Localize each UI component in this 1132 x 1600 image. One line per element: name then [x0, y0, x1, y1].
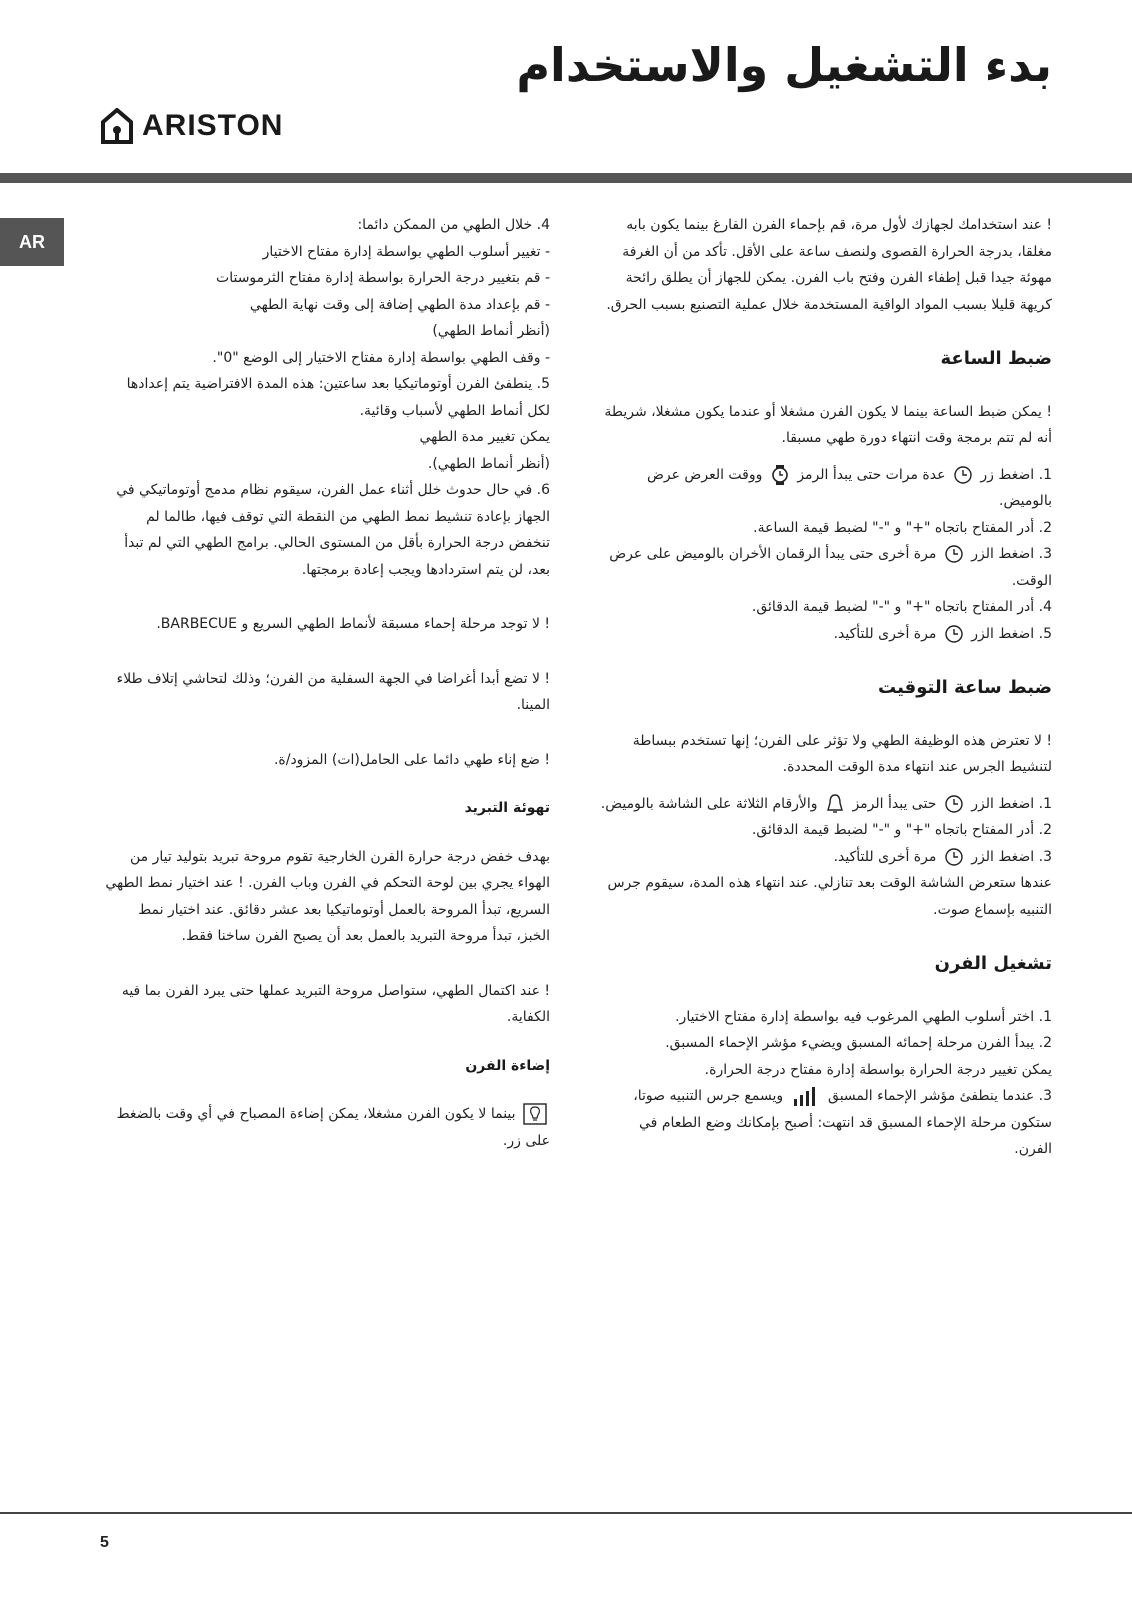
timer-step-1-b: حتى يبدأ الرمز [852, 795, 937, 812]
clock-step-5-a: 5. اضغط الزر [971, 625, 1052, 642]
light-heading: إضاءة الفرن [465, 1057, 550, 1074]
step-4-a: - تغيير أسلوب الطهي بواسطة إدارة مفتاح الاختيار [262, 243, 550, 260]
timer-step-1 [597, 791, 1052, 818]
light-text-body: بينما لا يكون الفرن مشغلا، يمكن إضاءة المصباح في أي وقت بالضغط على زر. [116, 1106, 550, 1149]
cooling-note: ! عند اكتمال الطهي، ستواصل مروحة التبريد عملها حتى يبرد الفرن بما فيه الكفاية. [121, 982, 550, 1025]
timer-step-3 [597, 844, 1052, 871]
preheat-indicator-icon [791, 1085, 821, 1107]
operate-heading: تشغيل الفرن [934, 953, 1052, 974]
timer-step-3-a: 3. اضغط الزر [971, 848, 1052, 865]
clock-button-icon [944, 624, 964, 644]
timer-step-1-a: 1. اضغط الزر [971, 795, 1052, 812]
brand-logo [100, 108, 283, 144]
clock-button-icon [944, 544, 964, 564]
clock-step-1-b: عدة مرات حتى يبدأ الرمز [797, 466, 946, 483]
light-text [105, 1101, 550, 1154]
operate-step-2b: يمكن تغيير درجة الحرارة بواسطة إدارة مفتاح درجة الحرارة. [704, 1061, 1052, 1078]
header-rule [0, 173, 1132, 183]
clock-step-2: 2. أدر المفتاح باتجاه "+" و "-" لضبط قيمة الساعة. [753, 519, 1052, 536]
step-4-d: - وقف الطهي بواسطة إدارة مفتاح الاختيار إلى الوضع "0". [212, 349, 550, 366]
cooling-text: بهدف خفض درجة حرارة الفرن الخارجية تقوم مروحة تبريد بتوليد تيار من الهواء يجري بين لوحة التحكم في الفرن وباب الفرن. ! عند اختيار نمط الطهي السريع، تبدأ المروحة بالعمل أوتوماتيكيا بعد عشر دقائق. عند اختيار نمط الخبز، تبدأ مروحة التبريد بالعمل بعد أن يصبح الفرن ساخنا فقط. [105, 848, 550, 944]
timer-step-1-c: والأرقام الثلاثة على الشاشة بالوميض. [600, 795, 818, 812]
clock-step-1 [597, 462, 1052, 515]
cooling-heading: تهوئة التبريد [464, 800, 550, 816]
clock-step-1-c: ووقت العرض عرض بالوميض. [646, 466, 1052, 509]
page-number: 5 [100, 1534, 109, 1551]
step-5-c: (أنظر أنماط الطهي). [427, 455, 550, 472]
clock-button-icon [944, 847, 964, 867]
clock-button-icon [944, 794, 964, 814]
bell-icon [825, 793, 845, 815]
clock-step-3-b: مرة أخرى حتى يبدأ الرقمان الأخران بالوميض على عرض الوقت. [609, 546, 1052, 589]
page-title: بدء التشغيل والاستخدام [516, 38, 1052, 92]
step-4-c: - قم بإعداد مدة الطهي إضافة إلى وقت نهاية الطهي [249, 296, 550, 313]
timer-step-2: 2. أدر المفتاح باتجاه "+" و "-" لضبط قيمة الدقائق. [751, 822, 1052, 838]
clock-step-4: 4. أدر المفتاح باتجاه "+" و "-" لضبط قيمة الدقائق. [751, 599, 1052, 615]
clock-step-1-a: 1. اضغط زر [980, 466, 1052, 483]
timer-step-3-b: مرة أخرى للتأكيد. [833, 848, 937, 865]
step-4-c-ref: (أنظر أنماط الطهي) [432, 323, 550, 339]
intro-note: ! عند استخدامك لجهازك لأول مرة، قم بإحماء الفرن الفارغ بينما يكون بابه مغلقا، بدرجة الحرارة القصوى ولنصف ساعة على الأقل. تأكد من أن الغرفة مهوئة جيدا قبل إطفاء الفرن وفتح باب الفرن. يمكن للجهاز أن يطلق رائحة كريهة قليلا بسبب المواد الواقية المستخدمة خلال عملية التصنيع بسبب الحرق. [606, 217, 1052, 313]
step-5: 5. ينطفئ الفرن أوتوماتيكيا بعد ساعتين: هذه المدة الافتراضية يتم إعدادها لكل أنماط الطهي لأسباب وقائية. [126, 376, 550, 419]
step-5-b: يمكن تغيير مدة الطهي [419, 429, 550, 445]
language-tab: AR [0, 218, 64, 266]
timer-end-note: عندها ستعرض الشاشة الوقت بعد تنازلي. عند انتهاء هذه المدة، سيقوم جرس التنبيه بإسماع صوت. [607, 875, 1052, 918]
watch-symbol-icon [770, 464, 790, 486]
warning-barbecue: ! لا توجد مرحلة إحماء مسبقة لأنماط الطهي السريع و BARBECUE. [156, 616, 550, 632]
clock-step-5-b: مرة أخرى للتأكيد. [833, 625, 937, 642]
clock-note: ! يمكن ضبط الساعة بينما لا يكون الفرن مشغلا أو عندما يكون مشغلا، شريطة أنه لم تتم برمجة وقت انتهاء دورة طهي مسبقا. [604, 403, 1052, 446]
warning-rack: ! ضع إناء طهي دائما على الحامل(ات) المزود/ة. [273, 751, 550, 768]
clock-heading: ضبط الساعة [940, 348, 1052, 369]
step-4: 4. خلال الطهي من الممكن دائما: [357, 217, 550, 233]
timer-note: ! لا تعترض هذه الوظيفة الطهي ولا تؤثر على الفرن؛ إنها تستخدم ببساطة لتنشيط الجرس عند انتهاء مدة الوقت المحددة. [632, 732, 1052, 775]
brand-name: ARISTON [142, 109, 284, 142]
warning-bottom: ! لا تضع أبدا أغراضا في الجهة السفلية من الفرن؛ وذلك لتحاشي إتلاف طلاء المينا. [116, 670, 550, 713]
step-4-b: - قم بتغيير درجة الحرارة بواسطة إدارة مفتاح الثرموستات [216, 270, 550, 286]
footer-rule [0, 1512, 1132, 1514]
step-6: 6. في حال حدوث خلل أثناء عمل الفرن، سيقوم نظام مدمج أوتوماتيكي في الجهاز بإعادة تنشيط نمط الطهي من النقطة التي توقف فيها، طالما لم تنخفض درجة الحرارة بأقل من المستوى الحالي. برامج الطهي التي لم تبدأ بعد، لن يتم استردادها ويجب إعادة برمجتها. [116, 482, 550, 578]
clock-step-3-a: 3. اضغط الزر [971, 546, 1052, 562]
operate-step-1: 1. اختر أسلوب الطهي المرغوب فيه بواسطة إدارة مفتاح الاختيار. [675, 1008, 1052, 1025]
clock-step-3 [597, 541, 1052, 594]
operate-step-3 [597, 1083, 1052, 1163]
timer-heading: ضبط ساعة التوقيت [878, 677, 1052, 698]
lamp-icon [523, 1103, 547, 1125]
left-column [105, 212, 550, 1154]
operate-step-2: 2. يبدأ الفرن مرحلة إحمائه المسبق ويضيء مؤشر الإحماء المسبق. [665, 1035, 1052, 1051]
operate-step-3-a: 3. عندما ينطفئ مؤشر الإحماء المسبق [828, 1088, 1052, 1104]
house-icon [100, 108, 134, 144]
operate-step-3-b: ويسمع جرس التنبيه صوتا، ستكون مرحلة الإحماء المسبق قد انتهت: أصبح بإمكانك وضع الطعام في الفرن. [633, 1088, 1052, 1157]
clock-button-icon [953, 465, 973, 485]
right-column [597, 212, 1052, 1163]
clock-step-5 [597, 621, 1052, 648]
